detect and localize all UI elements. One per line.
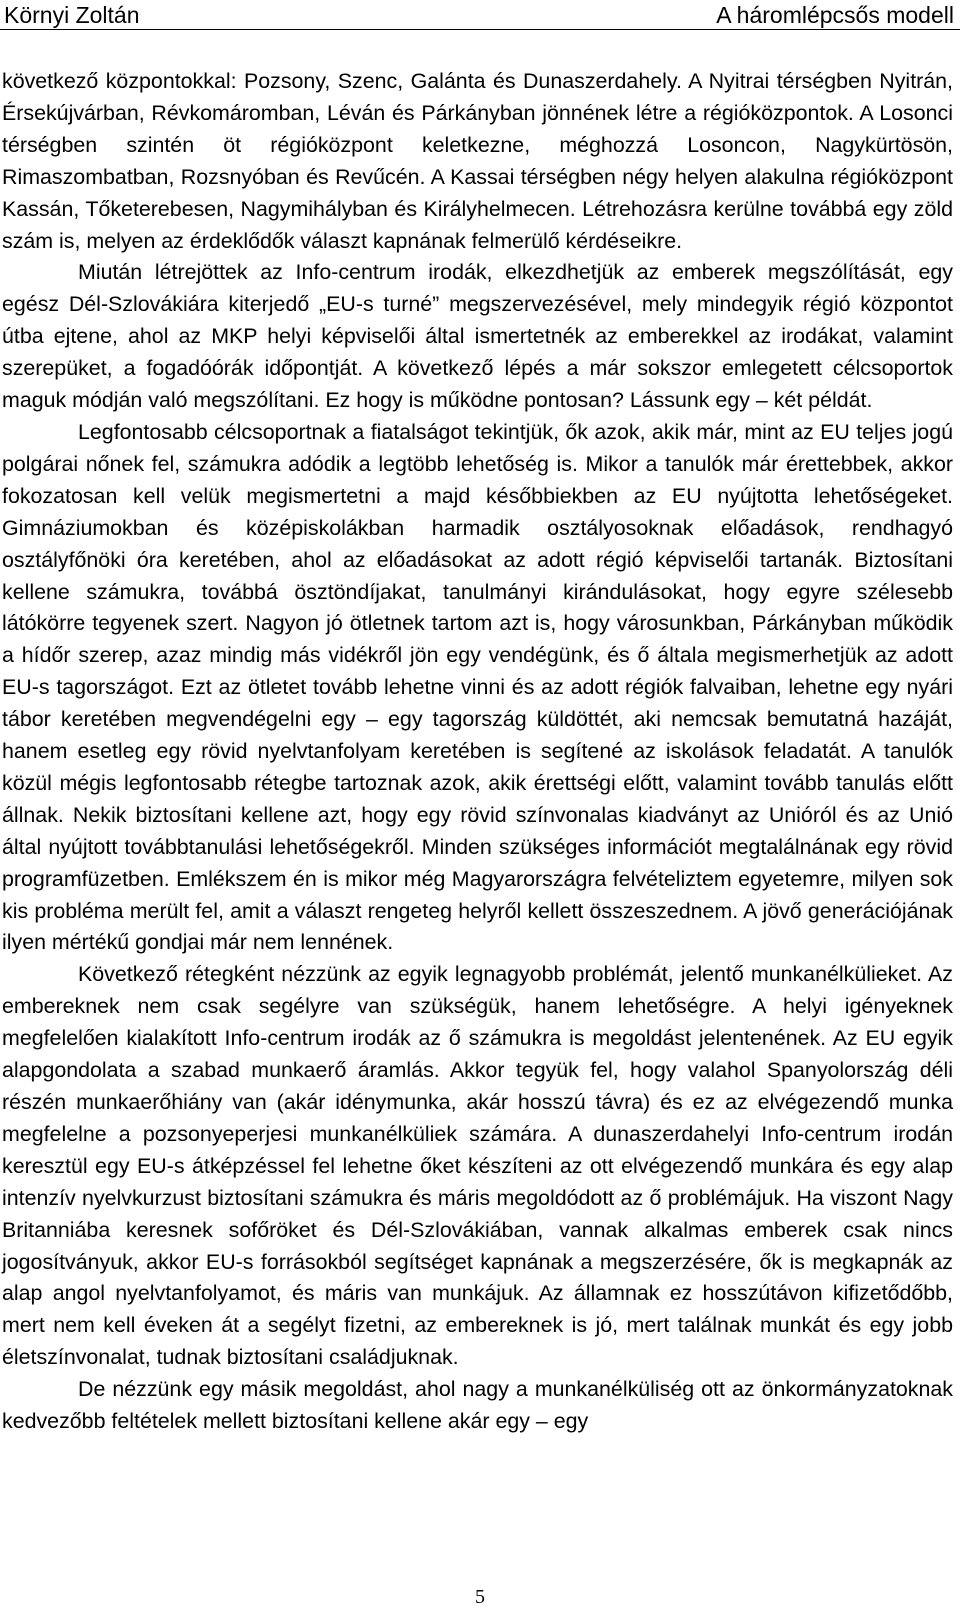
paragraph: Legfontosabb célcsoportnak a fiatalságot tekintjük, ők azok, akik már, mint az EU teljes jogú polgárai nőnek fel, számukra adódik a legtöbb lehetőség is. Mikor a tanulók már érettebbek, akkor fokozatosan kell velük megismertetni a majd későbbiekben az EU nyújtotta lehetőségeket. Gimnáziumokban és középiskolákban harmadik osztályosoknak előadások, rendhagyó osztályfőnöki óra keretében, ahol az előadásokat az adott régió képviselői tartanák. Biztosítani kellene számukra, továbbá ösztöndíjakat, tanulmányi kirándulásokat, hogy egyre szélesebb látókörre tegyenek szert. Nagyon jó ötletnek tartom azt is, hogy városunkban, Párkányban működik a hídőr szerep, azaz mindig más vidékről jön egy vendégünk, és ő általa megismerhetjük az adott EU-s tagországot. Ezt az ötletet tovább lehetne vinni és az adott régiók falvaiban, lehetne egy nyári tábor keretében megvendégelni egy – egy tagország küldöttét, aki nemcsak bemutatná hazáját, hanem esetleg egy rövid nyelvtanfolyam keretében is segítené az iskolások feladatát. A tanulók közül mégis legfontosabb rétegbe tartoznak azok, akik érettségi előtt, valamint tovább tanulás előtt állnak. Nekik biztosítani kellene azt, hogy egy rövid színvonalas kiadványt az Unióról és az Unió által nyújtott továbbtanulási lehetőségekről. Minden szükséges információt megtalálnának egy rövid programfüzetben. Emlékszem én is mikor még Magyarországra felvételiztem egyetemre, milyen sok kis probléma merült fel, amit a választ rengeteg helyről kellett összeszednem. A jövő generációjának ilyen mértékű gondjai már nem lennének. bbox=[2, 419, 953, 955]
header-title: A háromlépcsős modell bbox=[716, 2, 954, 28]
body-text bbox=[2, 66, 953, 1438]
paragraph: Következő rétegként nézzünk az egyik legnagyobb problémát, jelentő munkanélkülieket. Az embereknek nem csak segélyre van szükségük, hanem lehetőségre. A helyi igényeknek megfelelően kialakított Info-centrum irodák az ő számukra is megoldást jelentenének. Az EU egyik alapgondolata a szabad munkaerő áramlás. Akkor tegyük fel, hogy valahol Spanyolország déli részén munkaerőhiány van (akár idénymunka, akár hosszú távra) és ez az elvégezendő munka megfelelne a pozsonyeperjesi munkanélküliek számára. A dunaszerdahelyi Info-centrum irodán keresztül egy EU-s átképzéssel fel lehetne őket készíteni az ott elvégezendő munkára és egy alap intenzív nyelvkurzust biztosítani számukra és máris megoldódott az ő problémájuk. Ha viszont Nagy Britanniába keresnek sofőröket és Dél-Szlovákiában, vannak alkalmas emberek csak nincs jogosítványuk, akkor EU-s forrásokból segítséget kapnának a megszerzésére, ők is megkapnák az alap angol nyelvtanfolyamot, és máris van munkájuk. Az államnak ez hosszútávon kifizetődőbb, mert nem kell éveken át a segélyt fizetni, az embereknek is jó, mert találnak munkát és egy jobb életszínvonalat, tudnak biztosítani családjuknak. bbox=[2, 962, 953, 1370]
paragraph: De nézzünk egy másik megoldást, ahol nagy a munkanélküliség ott az önkormányzatoknak kedvezőbb feltételek mellett biztosítani kellene akár egy – egy bbox=[2, 1377, 953, 1434]
running-header bbox=[0, 0, 960, 40]
header-divider bbox=[0, 29, 960, 30]
paragraph: következő központokkal: Pozsony, Szenc, Galánta és Dunaszerdahely. A Nyitrai térségben Nyitrán, Érsekújvárban, Révkomáromban, Léván és Párkányban jönnének létre a régióközpontok. A Losonci térségben szintén öt régióközpont keletkezne, méghozzá Losoncon, Nagykürtösön, Rimaszombatban, Rozsnyóban és Revűcén. A Kassai térségben négy helyen alakulna régióközpont Kassán, Tőketerebesen, Nagymihályban és Királyhelmecen. Létrehozásra kerülne továbbá egy zöld szám is, melyen az érdeklődők választ kapnának felmerülő kérdéseikre. bbox=[2, 69, 953, 253]
page-number: 5 bbox=[475, 1586, 485, 1608]
header-author: Környi Zoltán bbox=[4, 2, 140, 28]
paragraph: Miután létrejöttek az Info-centrum irodák, elkezdhetjük az emberek megszólítását, egy egész Dél-Szlovákiára kiterjedő „EU-s turné” megszervezésével, mely mindegyik régió központot útba ejtene, ahol az MKP helyi képviselői által ismertetnék az emberekkel az irodákat, valamint szerepüket, a fogadóórák időpontját. A következő lépés a már sokszor emlegetett célcsoportok maguk módján való megszólítani. Ez hogy is működne pontosan? Lássunk egy – két példát. bbox=[2, 260, 953, 413]
